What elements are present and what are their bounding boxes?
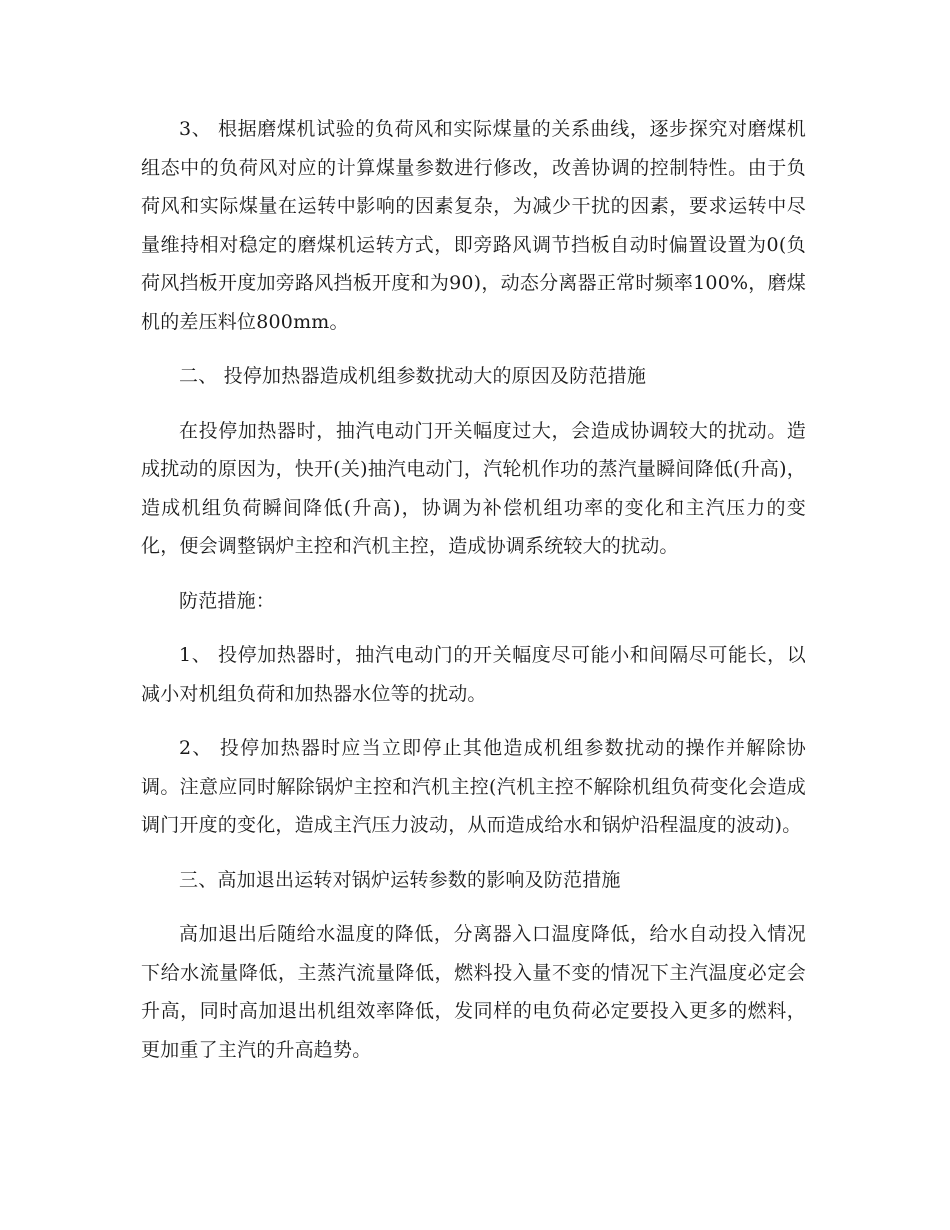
- paragraph-hp-heater-effect: 高加退出后随给水温度的降低，分离器入口温度降低，给水自动投入情况下给水流量降低，主蒸汽流量降低，燃料投入量不变的情况下主汽温度必定会升高，同时高加退出机组效率降低，发同样的电负荷必定要投入更多的燃料，更加重了主汽的升高趋势。: [141, 923, 806, 1061]
- paragraph-measure-2: 2、 投停加热器时应当立即停止其他造成机组参数扰动的操作并解除协调。注意应同时解除锅炉主控和汽机主控(汽机主控不解除机组负荷变化会造成调门开度的变化，造成主汽压力波动，从而造成给水和锅炉沿程温度的波动)。: [141, 737, 806, 836]
- section-heading-hp-heater: 三、高加退出运转对锅炉运转参数的影响及防范措施: [179, 868, 621, 891]
- paragraph-item-3: 3、 根据磨煤机试验的负荷风和实际煤量的关系曲线，逐步探究对磨煤机组态中的负荷风对应的计算煤量参数进行修改，改善协调的控制特性。由于负荷风和实际煤量在运转中影响的因素复杂，为减少干扰的因素，要求运转中尽量维持相对稳定的磨煤机运转方式，即旁路风调节挡板自动时偏置设置为0(负荷风挡板开度加旁路风挡板开度和为90)，动态分离器正常时频率100%，磨煤机的差压料位800mm。: [141, 118, 806, 333]
- paragraph-heater-cause: 在投停加热器时，抽汽电动门开关幅度过大，会造成协调较大的扰动。造成扰动的原因为，快开(关)抽汽电动门，汽轮机作功的蒸汽量瞬间降低(升高)，造成机组负荷瞬间降低(升高)，协调为补偿机组功率的变化和主汽压力的变化，便会调整锅炉主控和汽机主控，造成协调系统较大的扰动。: [141, 419, 806, 557]
- section-heading-heater: 二、 投停加热器造成机组参数扰动大的原因及防范措施: [179, 365, 647, 387]
- paragraph-measures-label: 防范措施：: [179, 589, 276, 612]
- paragraph-measure-1: 1、 投停加热器时，抽汽电动门的开关幅度尽可能小和间隔尽可能长，以减小对机组负荷和加热器水位等的扰动。: [141, 644, 806, 705]
- document-body: [141, 110, 806, 1085]
